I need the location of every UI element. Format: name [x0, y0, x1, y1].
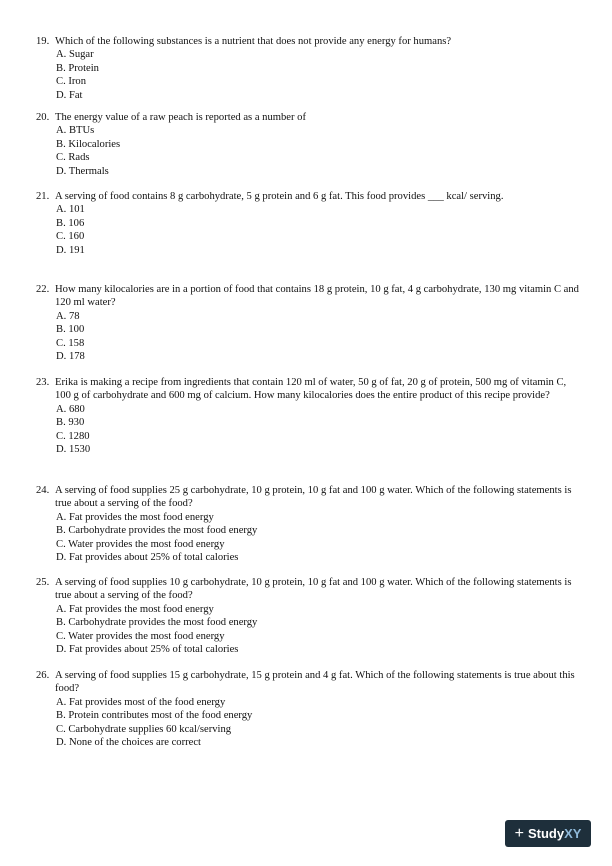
option: C. Water provides the most food energy — [56, 630, 225, 642]
option: B. Kilocalories — [56, 138, 121, 150]
question-number: 20. — [36, 112, 50, 123]
option: C. Iron — [56, 76, 87, 88]
question-number: 19. — [36, 36, 50, 47]
question-26 — [36, 669, 581, 749]
question-stem: A serving of food contains 8 g carbohydrate, 5 g protein and 6 g fat. This food provides ___ kcal/ serving. — [55, 191, 504, 202]
option-list — [56, 124, 581, 178]
studyxy-logo[interactable] — [505, 820, 591, 847]
option: B. Protein contributes most of the food energy — [56, 710, 253, 722]
question-stem: The energy value of a raw peach is reported as a number of — [55, 112, 307, 123]
option: D. Fat — [56, 89, 83, 101]
option: C. Carbohydrate supplies 60 kcal/serving — [56, 723, 232, 735]
option: A. Fat provides the most food energy — [56, 603, 214, 615]
option: B. Protein — [56, 62, 99, 74]
question-22 — [36, 283, 581, 363]
question-20 — [36, 111, 581, 178]
option: D. 191 — [56, 244, 85, 256]
question-stem: A serving of food supplies 10 g carbohydrate, 10 g protein, 10 g fat and 100 g water. Which of the following statements is true about a serving of the food? — [55, 577, 572, 602]
question-number: 21. — [36, 191, 50, 202]
option: B. Carbohydrate provides the most food energy — [56, 525, 258, 537]
question-number: 22. — [36, 284, 50, 295]
option: C. Water provides the most food energy — [56, 538, 225, 550]
option: D. 1530 — [56, 444, 91, 456]
option: D. None of the choices are correct — [56, 737, 202, 749]
option: A. Sugar — [56, 49, 94, 61]
option-list — [56, 403, 581, 457]
option-list — [56, 48, 581, 102]
option-list — [56, 203, 581, 257]
option: B. Carbohydrate provides the most food energy — [56, 617, 258, 629]
question-number: 25. — [36, 577, 50, 588]
question-number: 24. — [36, 485, 50, 496]
option: B. 100 — [56, 324, 85, 336]
question-number: 26. — [36, 670, 50, 681]
option: C. 158 — [56, 337, 85, 349]
option-list — [56, 310, 581, 364]
option: C. Rads — [56, 152, 90, 164]
question-25 — [36, 576, 581, 656]
question-24 — [36, 484, 581, 564]
option: D. Fat provides about 25% of total calories — [56, 644, 239, 656]
option: C. 1280 — [56, 430, 90, 442]
brand-name-main: Study — [527, 826, 565, 841]
option: A. Fat provides the most food energy — [56, 511, 214, 523]
plus-icon: + — [514, 824, 524, 842]
option: A. 101 — [56, 204, 85, 216]
question-stem: A serving of food supplies 25 g carbohydrate, 10 g protein, 10 g fat and 100 g water. Which of the following statements is true about a serving of the food? — [55, 485, 572, 510]
option: A. 680 — [56, 403, 85, 415]
question-stem: How many kilocalories are in a portion of food that contains 18 g protein, 10 g fat, 4 g carbohydrate, 130 mg vitamin C and 120 ml water? — [55, 284, 579, 309]
question-stem: Erika is making a recipe from ingredients that contain 120 ml of water, 50 g of fat, 20 g of protein, 500 mg of vitamin C, 100 g of carbohydrate and 600 mg of calcium. How many kilocalories does the entire product of this recipe provide? — [55, 377, 567, 402]
option: C. 160 — [56, 231, 85, 243]
question-23 — [36, 376, 581, 456]
option-list — [56, 696, 581, 750]
option: A. 78 — [56, 310, 80, 322]
question-19 — [36, 35, 581, 102]
question-stem: A serving of food supplies 15 g carbohydrate, 15 g protein and 4 g fat. Which of the following statements is true about this food? — [55, 670, 575, 695]
option-list — [56, 603, 581, 657]
question-stem: Which of the following substances is a nutrient that does not provide any energy for humans? — [55, 36, 452, 47]
option: B. 106 — [56, 217, 85, 229]
question-number: 23. — [36, 377, 50, 388]
option: D. Fat provides about 25% of total calories — [56, 552, 239, 564]
option-list — [56, 511, 581, 565]
option: B. 930 — [56, 417, 85, 429]
option: A. Fat provides most of the food energy — [56, 696, 226, 708]
option: D. 178 — [56, 351, 85, 363]
question-21 — [36, 190, 581, 257]
option: A. BTUs — [56, 125, 95, 137]
option: D. Thermals — [56, 165, 109, 177]
brand-name-accent: XY — [564, 826, 582, 841]
